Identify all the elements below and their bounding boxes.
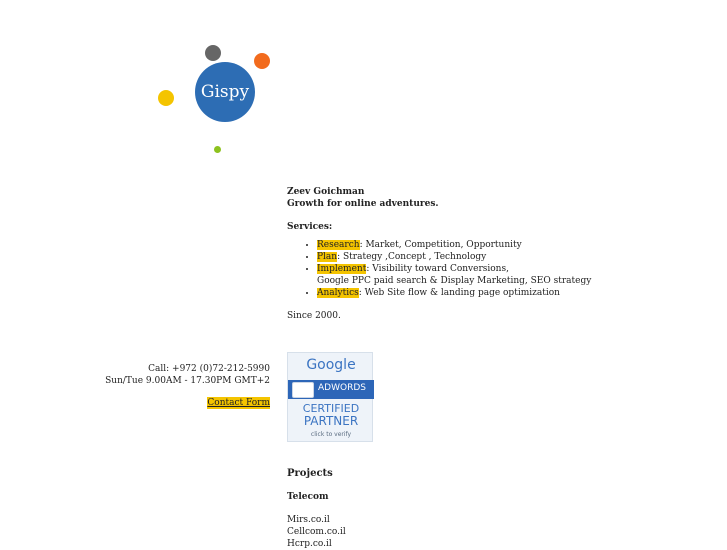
- projects-section: [287, 468, 707, 550]
- badge-partner: PARTNER: [303, 414, 359, 428]
- services-heading: Services:: [287, 222, 333, 232]
- service-description-line2: Google PPC paid search & Display Marketing, SEO strategy: [317, 276, 592, 286]
- service-description: : Web Site flow & landing page optimization: [358, 288, 560, 298]
- project-item: Hcrp.co.il: [287, 539, 332, 549]
- badge-verify-text[interactable]: click to verify: [310, 431, 352, 438]
- badge-google-text: Google: [306, 357, 356, 373]
- badge-certified: CERTIFIED: [302, 402, 360, 415]
- project-item: Cellcom.co.il: [287, 527, 346, 537]
- phone-number: Call: +972 (0)72-212-5990: [148, 364, 270, 374]
- services-list: [287, 239, 707, 299]
- project-category: Telecom: [287, 492, 329, 502]
- contact-block: [70, 363, 270, 409]
- service-highlight: Plan: [317, 252, 338, 262]
- office-hours: Sun/Tue 9.00AM - 17.30PM GMT+2: [105, 376, 270, 386]
- service-item-research: [317, 239, 707, 251]
- logo-yellow-dot: [158, 90, 174, 106]
- badge-certified-text: [288, 403, 374, 427]
- service-item-analytics: [317, 287, 707, 299]
- projects-heading: Projects: [287, 468, 333, 479]
- project-item: Mirs.co.il: [287, 515, 330, 525]
- intro-section: [287, 186, 707, 322]
- gispy-logo[interactable]: [150, 40, 280, 160]
- owner-name: Zeev Goichman: [287, 187, 365, 197]
- service-highlight: Implement: [317, 264, 367, 274]
- service-description: : Market, Competition, Opportunity: [359, 240, 522, 250]
- service-description: : Visibility toward Conversions,: [366, 264, 509, 274]
- service-description: : Strategy ,Concept , Technology: [337, 252, 487, 262]
- logo-green-dot: [214, 146, 221, 153]
- adwords-card-icon: [292, 382, 314, 398]
- contact-form-link[interactable]: Contact Form: [207, 398, 270, 408]
- logo-text: Gispy: [200, 82, 250, 102]
- tagline: Growth for online adventures.: [287, 199, 439, 209]
- badge-adwords-text: ADWORDS: [318, 383, 366, 393]
- service-highlight: Research: [317, 240, 360, 250]
- logo-gray-dot: [205, 45, 221, 61]
- logo-circle: [195, 62, 255, 122]
- badge-adwords-bar: [288, 380, 374, 399]
- service-highlight: Analytics: [317, 288, 359, 298]
- service-item-implement: [317, 263, 707, 287]
- adwords-certified-badge[interactable]: [287, 352, 373, 442]
- service-item-plan: [317, 251, 707, 263]
- since-text: Since 2000.: [287, 311, 341, 321]
- logo-orange-dot: [254, 53, 270, 69]
